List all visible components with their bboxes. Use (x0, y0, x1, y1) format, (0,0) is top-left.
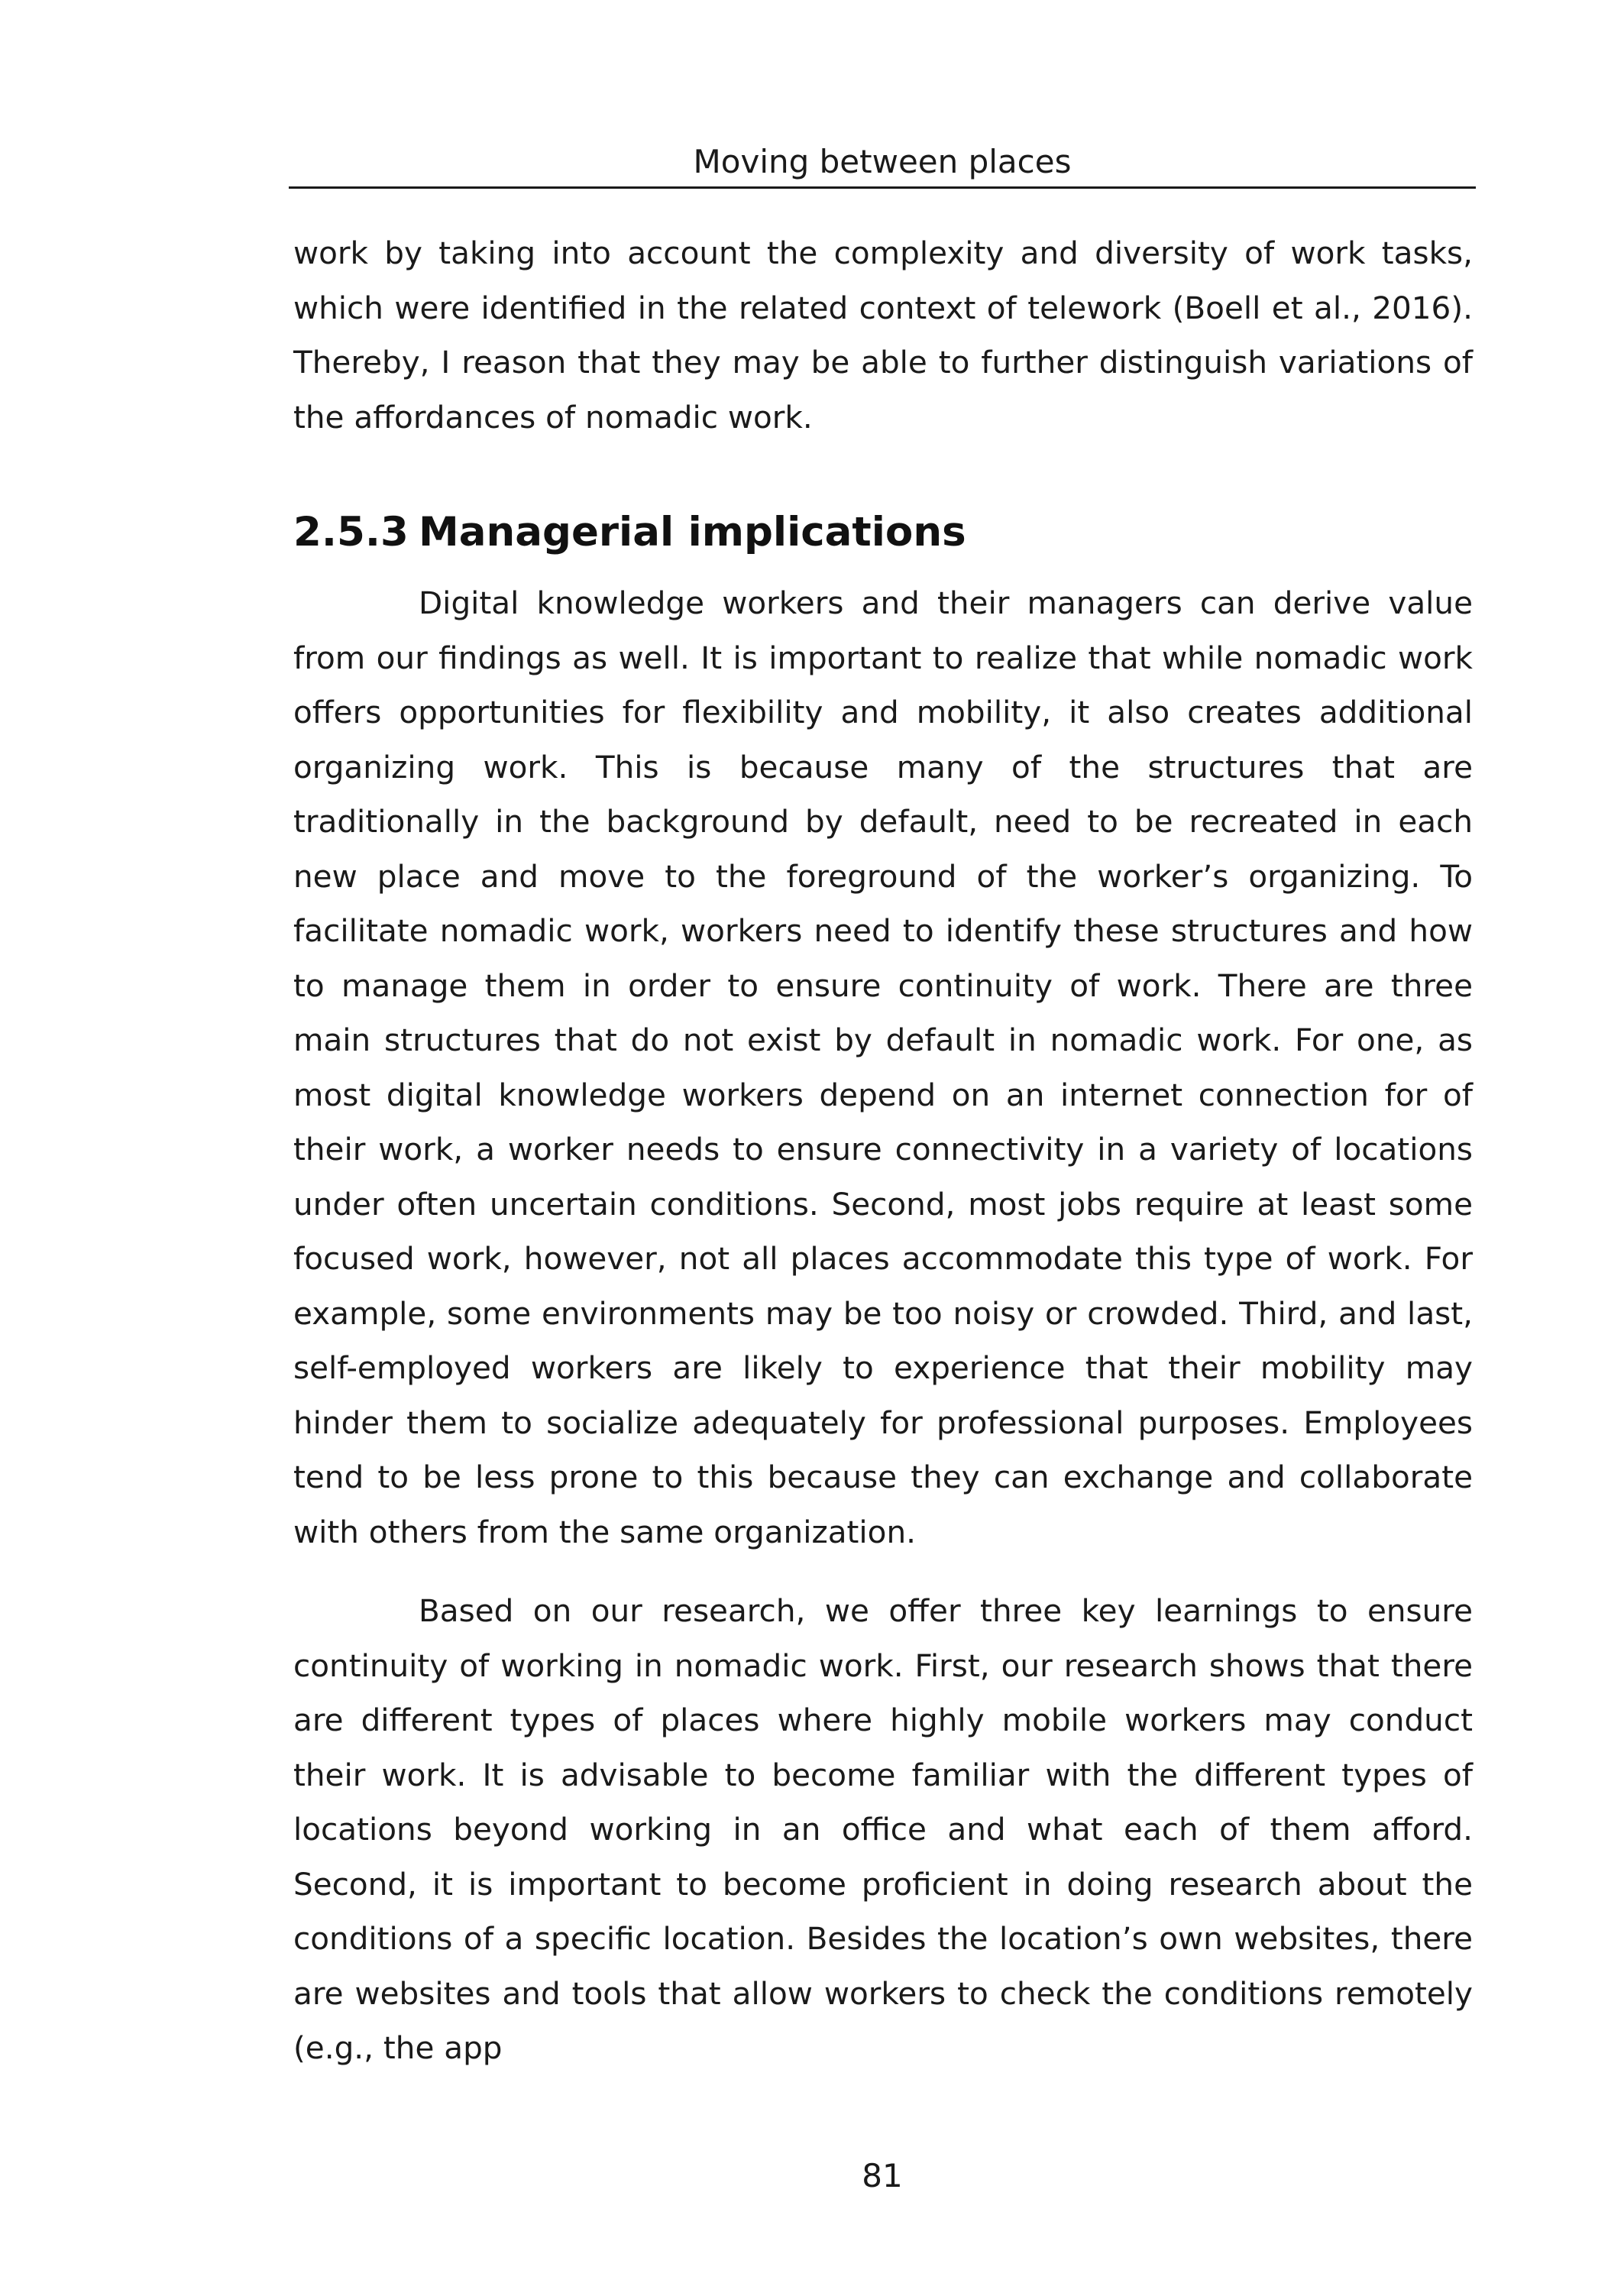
running-header: Moving between places (693, 143, 1072, 180)
body-text (293, 226, 1473, 2076)
paragraph-2: Based on our research, we offer three key learnings to ensure continuity of working in nomadic work. First, our research shows that there are different types of places where highly mobile workers may conduct their work. It is advisable to become familiar with the different types of locations beyond working in an office and what each of them afford. Second, it is important to become proficient in doing research about the conditions of a specific location. Besides the location’s own websites, there are websites and tools that allow workers to check the conditions remotely (e.g., the app (293, 1592, 1473, 2066)
section-number: 2.5.3 (293, 509, 409, 555)
paragraph-1: Digital knowledge workers and their managers can derive value from our findings as well. It is important to realize that while nomadic work offers opportunities for flexibility and mobility, it also creates additional organizing work. This is because many of the structures that are traditionally in the background by default, need to be recreated in each new place and move to the foreground of the worker’s organizing. To facilitate nomadic work, workers need to identify these structures and how to manage them in order to ensure continuity of work. There are three main structures that do not exist by default in nomadic work. For one, as most digital knowledge workers depend on an internet connection for of their work, a worker needs to ensure connectivity in a variety of locations under often uncertain conditions. Second, most jobs require at least some focused work, however, not all places accommodate this type of work. For example, some environments may be too noisy or crowded. Third, and last, self-employed workers are likely to experience that their mobility may hinder them to socialize adequately for professional purposes. Employees tend to be less prone to this because they can exchange and collaborate with others from the same organization. (293, 585, 1473, 1550)
section-title: Managerial implications (419, 509, 966, 555)
section-heading (293, 506, 1473, 559)
continuation-paragraph: work by taking into account the complexity and diversity of work tasks, which were identified in the related context of telework (Boell et al., 2016). Thereby, I reason that they may be able to further distinguish variations of the affordances of nomadic work. (293, 235, 1473, 436)
page-number: 81 (862, 2157, 903, 2194)
header-rule (289, 186, 1476, 189)
